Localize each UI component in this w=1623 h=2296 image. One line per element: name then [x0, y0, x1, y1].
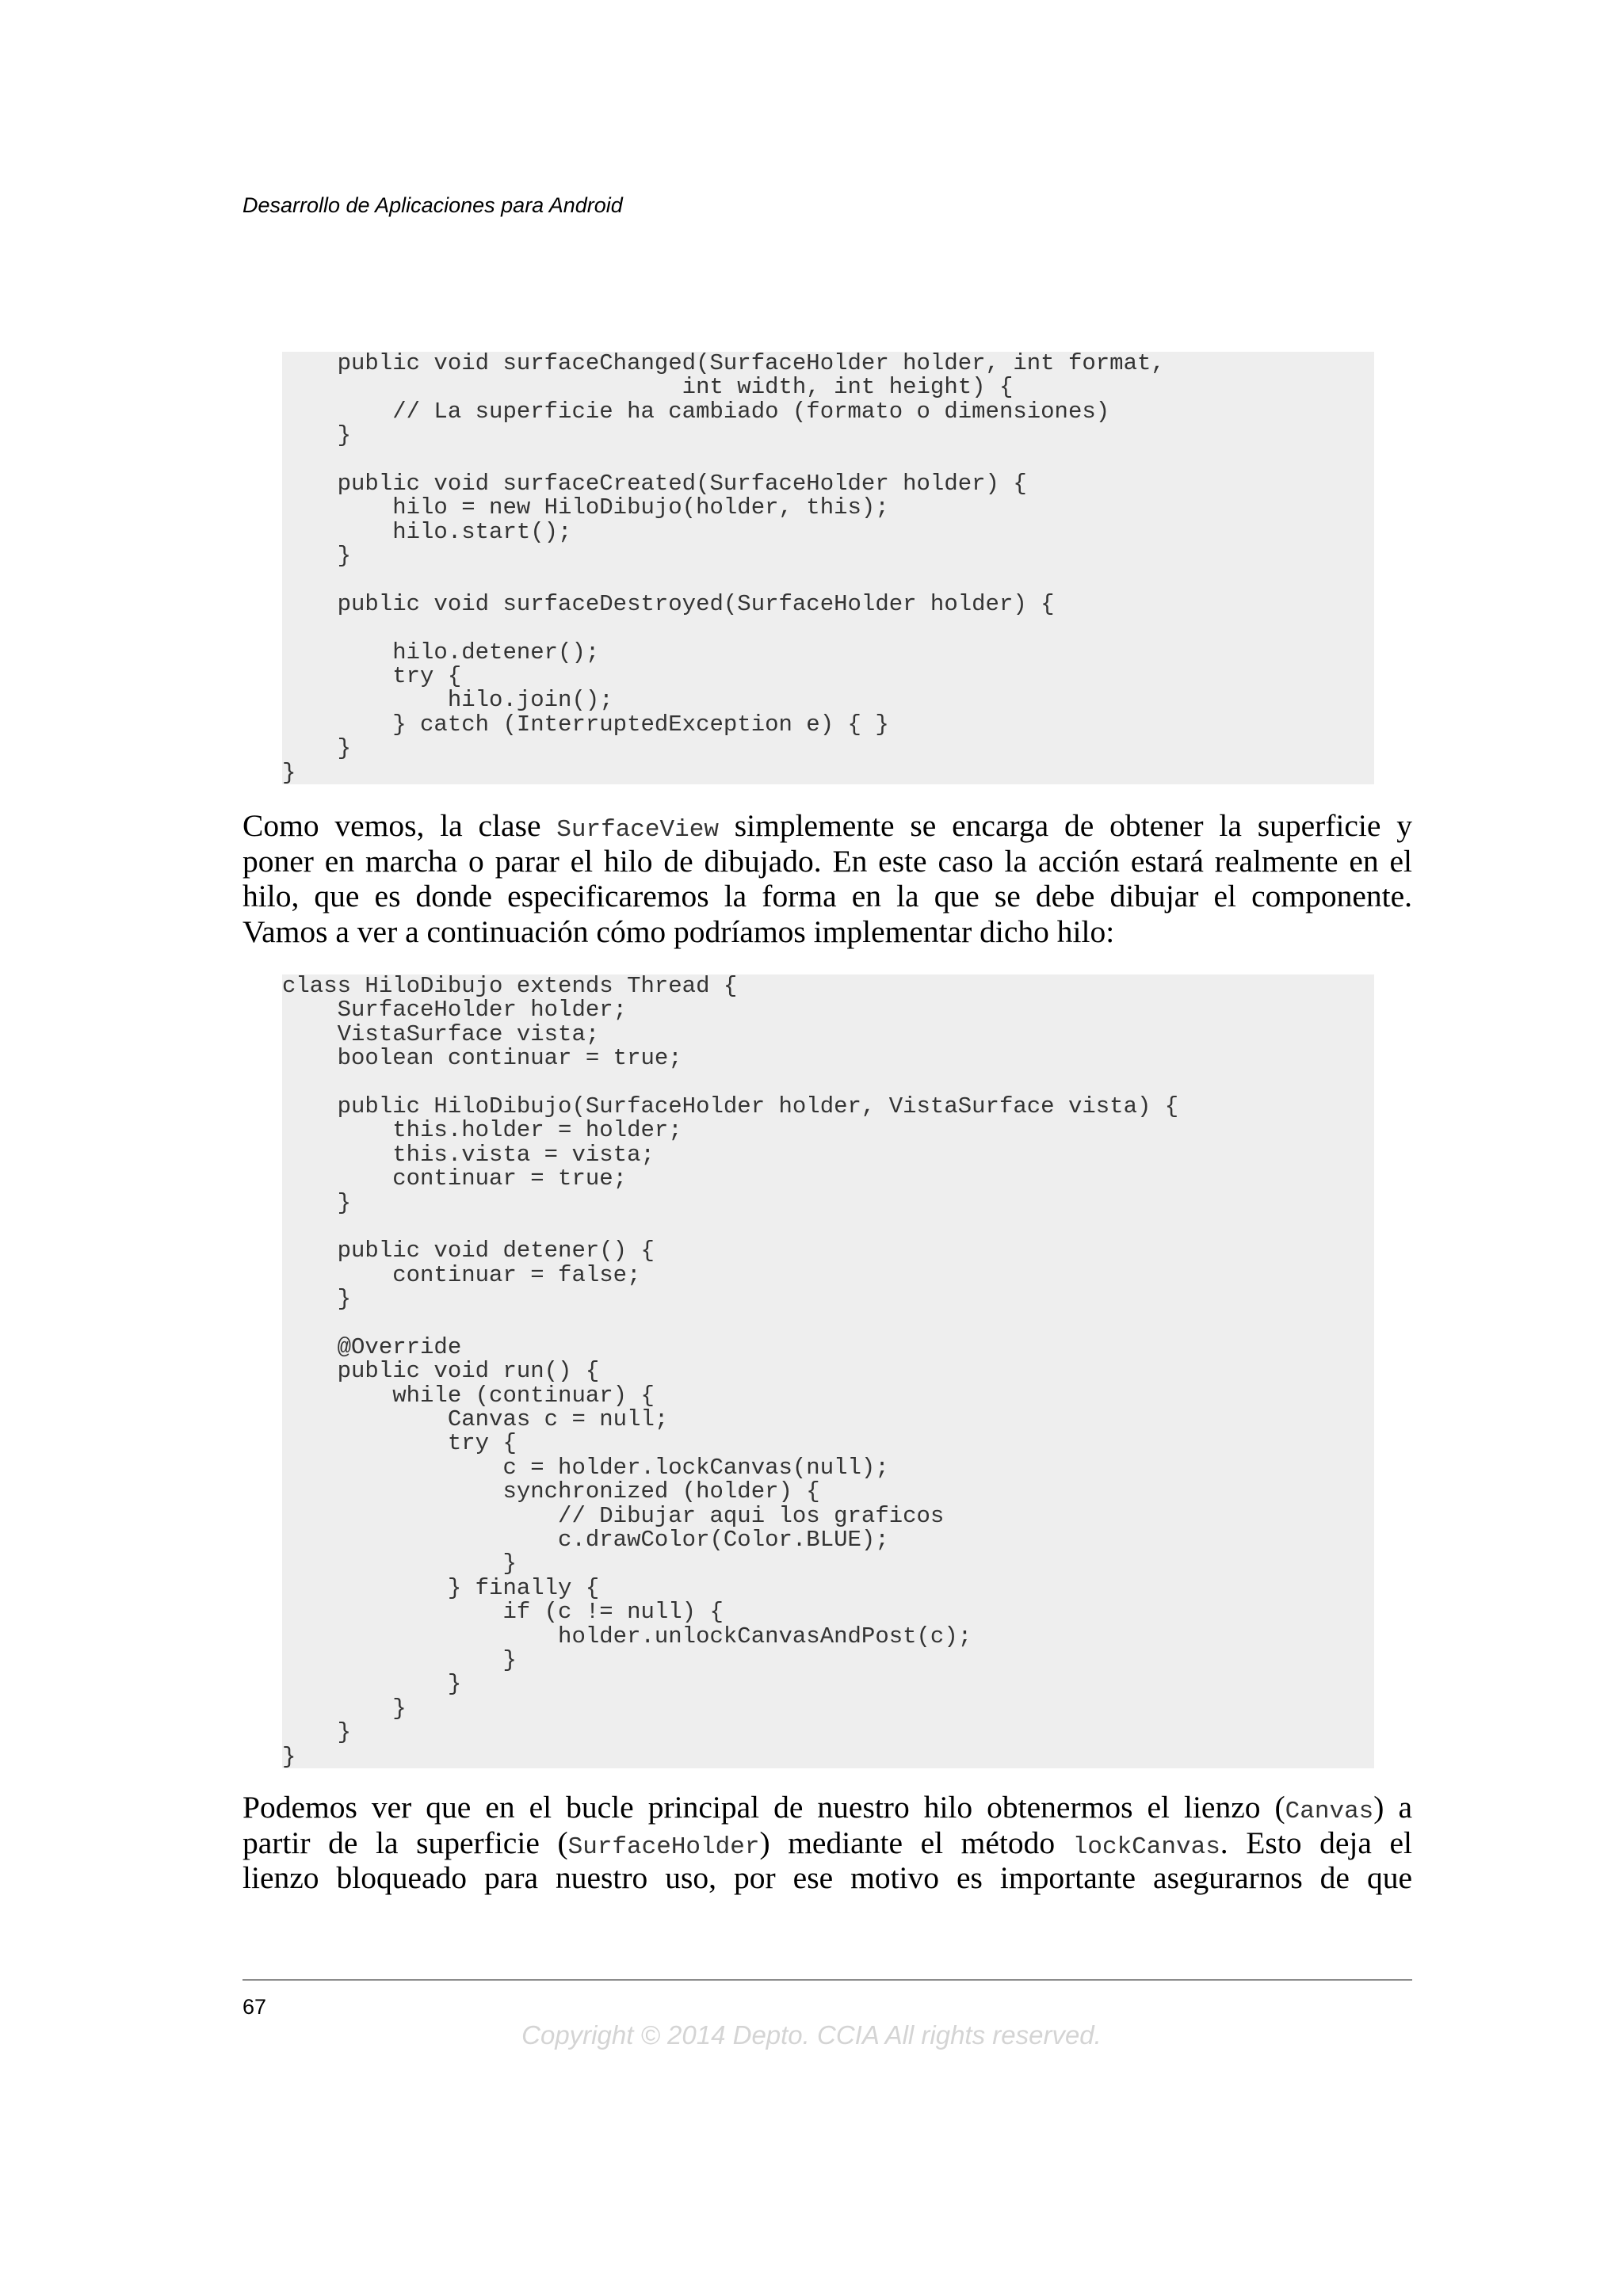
- code-line: // La superficie ha cambiado (formato o dimensiones): [282, 398, 1110, 425]
- code-line: public void surfaceDestroyed(SurfaceHolder holder) {: [282, 590, 1055, 617]
- code-line: hilo.join();: [282, 687, 613, 714]
- code-line: holder.unlockCanvasAndPost(c);: [282, 1623, 972, 1650]
- copyright-notice: Copyright © 2014 Depto. CCIA All rights reserved.: [521, 2020, 1102, 2050]
- code-line: public void surfaceChanged(SurfaceHolder holder, int format,: [282, 352, 1165, 376]
- code-line: }: [282, 1189, 352, 1216]
- paragraph-line: hilo, que es donde especificaremos la forma en la que se debe dibujar el componente.: [242, 879, 1412, 913]
- code-line: [282, 616, 1374, 640]
- code-line: while (continuar) {: [282, 1382, 655, 1409]
- code-line: hilo.detener();: [282, 639, 600, 666]
- code-line: [282, 1311, 1374, 1335]
- code-line: public void detener() {: [282, 1238, 655, 1264]
- code-line: }: [282, 1719, 352, 1746]
- code-line: }: [282, 735, 352, 762]
- code-line: class HiloDibujo extends Thread {: [282, 974, 738, 999]
- code-line: } catch (InterruptedException e) { }: [282, 711, 889, 738]
- code-line: }: [282, 543, 352, 570]
- code-line: synchronized (holder) {: [282, 1478, 820, 1505]
- code-line: this.holder = holder;: [282, 1117, 682, 1144]
- code-line: public HiloDibujo(SurfaceHolder holder, VistaSurface vista) {: [282, 1093, 1179, 1119]
- inline-code-canvas: Canvas: [1285, 1798, 1374, 1825]
- code-line: VistaSurface vista;: [282, 1020, 600, 1047]
- code-line: hilo.start();: [282, 518, 572, 545]
- paragraph-line: poner en marcha o parar el hilo de dibujado. En este caso la acción estará realmente en el: [242, 843, 1412, 879]
- code-line: [282, 569, 1374, 593]
- paragraph-line: partir de la superficie (SurfaceHolder) mediante el método lockCanvas. Esto deja el: [242, 1825, 1412, 1861]
- page-number: 67: [242, 1995, 267, 2019]
- code-line: public void run() {: [282, 1358, 600, 1385]
- code-line: }: [282, 422, 352, 449]
- code-line: continuar = false;: [282, 1261, 641, 1288]
- paragraph-canvas-explanation: [242, 1790, 1412, 1896]
- code-line: this.vista = vista;: [282, 1141, 655, 1168]
- code-line: hilo = new HiloDibujo(holder, this);: [282, 494, 889, 521]
- paragraph-surfaceview-explanation: [242, 808, 1412, 949]
- code-line: try {: [282, 663, 462, 690]
- code-line: continuar = true;: [282, 1165, 628, 1192]
- code-line: c.drawColor(Color.BLUE);: [282, 1526, 889, 1553]
- code-line: public void surfaceCreated(SurfaceHolder holder) {: [282, 470, 1027, 497]
- inline-code-surfaceholder: SurfaceHolder: [567, 1833, 760, 1861]
- code-line: int width, int height) {: [282, 374, 1014, 401]
- code-line: Canvas c = null;: [282, 1406, 669, 1433]
- paragraph-line: lienzo bloqueado para nuestro uso, por ese motivo es importante asegurarnos de que: [242, 1860, 1412, 1895]
- inline-code-lockcanvas: lockCanvas: [1072, 1833, 1220, 1861]
- code-line: boolean continuar = true;: [282, 1045, 682, 1072]
- code-line: @Override: [282, 1333, 462, 1360]
- code-line: }: [282, 1550, 517, 1577]
- inline-code-surfaceview: SurfaceView: [556, 816, 719, 844]
- code-line: // Dibujar aqui los graficos: [282, 1502, 945, 1529]
- code-block-hilo-dibujo: [282, 974, 1374, 1768]
- code-line: }: [282, 1695, 407, 1722]
- code-line: }: [282, 1286, 352, 1313]
- code-line: }: [282, 759, 296, 784]
- code-line: if (c != null) {: [282, 1599, 724, 1626]
- running-header: Desarrollo de Aplicaciones para Android: [242, 193, 623, 217]
- code-line: }: [282, 1743, 296, 1768]
- code-block-surface-callbacks: [282, 352, 1374, 784]
- code-line: [282, 448, 1374, 472]
- code-line: }: [282, 1671, 462, 1698]
- code-line: try {: [282, 1430, 517, 1457]
- paragraph-line: Vamos a ver a continuación cómo podríamos implementar dicho hilo:: [242, 913, 1115, 949]
- paragraph-line: Podemos ver que en el bucle principal de nuestro hilo obtenermos el lienzo (Canvas) a: [242, 1790, 1412, 1825]
- code-line: SurfaceHolder holder;: [282, 997, 628, 1024]
- code-line: c = holder.lockCanvas(null);: [282, 1454, 889, 1481]
- code-line: [282, 1071, 1374, 1095]
- code-line: [282, 1215, 1374, 1239]
- code-line: } finally {: [282, 1574, 600, 1601]
- code-line: }: [282, 1646, 517, 1673]
- footer-divider: [242, 1979, 1412, 1981]
- paragraph-line: Como vemos, la clase SurfaceView simplemente se encarga de obtener la superficie y: [242, 808, 1412, 844]
